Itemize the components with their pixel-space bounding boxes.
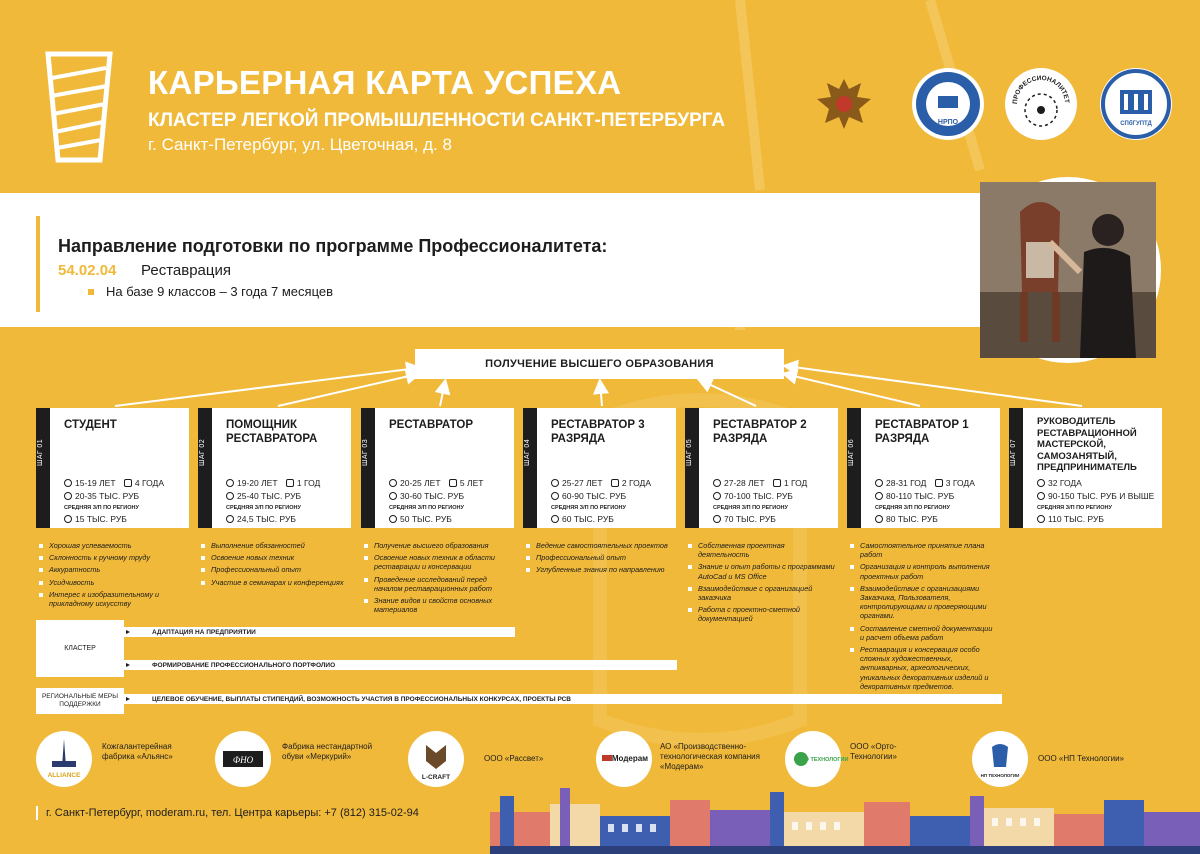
step-label: ШАГ 06 [848,438,855,466]
partner-name: АО «Производственно-технологическая компания «Модерам» [660,742,760,771]
footer-divider [36,806,38,820]
address: г. Санкт-Петербург, ул. Цветочная, д. 8 [148,135,452,154]
page-subtitle: КЛАСТЕР ЛЕГКОЙ ПРОМЫШЛЕННОСТИ САНКТ-ПЕТЕРБУРГА [148,110,726,131]
partner-name: ООО «Рассвет» [484,754,544,763]
money-icon [551,492,559,500]
partner-logo-orto [785,731,849,787]
partner-name: Кожгалантерейная фабрика «Альянс» [102,742,173,761]
regional-support-label: РЕГИОНАЛЬНЫЕ МЕРЫ ПОДДЕРЖКИ [36,688,124,714]
step-label: ШАГ 01 [37,438,44,466]
list-item: Освоение новых техник [198,553,348,562]
money-icon [226,515,234,523]
step-label: ШАГ 04 [524,438,531,466]
person-icon [551,479,559,487]
money-icon [1037,515,1045,523]
page-title: КАРЬЕРНАЯ КАРТА УСПЕХА [148,64,622,101]
list-item: Проведение исследований перед началом реставрационных работ [361,575,511,593]
step-card-3: ШАГ 03 РЕСТАВРАТОР 20-25 ЛЕТ 5 ЛЕТ 30-60 ТЫС. РУБ СРЕДНЯЯ З/П ПО РЕГИОНУ 50 ТЫС. РУБ [361,408,514,528]
region-label: СРЕДНЯЯ З/П ПО РЕГИОНУ [1037,505,1112,511]
list-item: Организация и контроль выполнения проектных работ [847,562,997,580]
program-duration: На базе 9 классов – 3 года 7 месяцев [106,284,333,299]
clock-icon [124,479,132,487]
adaptation-bar: АДАПТАЦИЯ НА ПРЕДПРИЯТИИ [124,627,515,637]
step-title: РЕСТАВРАТОР [389,419,474,431]
list-item: Получение высшего образования [361,541,511,550]
step-title: СТУДЕНТ [64,419,117,431]
money-icon [64,515,72,523]
list-item: Освоение новых техник в области реставрации и консервации [361,553,511,571]
clock-icon [773,479,781,487]
person-icon [226,479,234,487]
step-title: ПОМОЩНИК РЕСТАВРАТОРА [226,419,318,445]
list-item: Реставрация и консервация особо сложных художественных, антикварных, археологических, уникальных декоративных изделий и декоративных предметов. [847,645,997,691]
clock-icon [935,479,943,487]
svg-text:ОРТО ТЕХНОЛОГИИ: ОРТО ТЕХНОЛОГИИ [793,757,849,763]
svg-text:НП ТЕХНОЛОГИИ: НП ТЕХНОЛОГИИ [980,773,1020,778]
svg-text:НРПО: НРПО [937,119,959,126]
svg-text:ПРОФЕССИОНАЛИТЕТ: ПРОФЕССИОНАЛИТЕТ [1011,74,1071,105]
region-label: СРЕДНЯЯ З/П ПО РЕГИОНУ [64,505,139,511]
list-item: Знание и опыт работы с программами AutoCad и MS Office [685,562,835,580]
duties-list-3 [361,541,511,617]
money-icon [713,515,721,523]
list-item: Самостоятельное принятие плана работ [847,541,997,559]
step-card-6: ШАГ 06 РЕСТАВРАТОР 1 РАЗРЯДА 28-31 ГОД 3 ГОДА 80-110 ТЫС. РУБ СРЕДНЯЯ З/П ПО РЕГИОНУ 80 ТЫС. РУБ [847,408,1000,528]
money-icon [389,492,397,500]
svg-text:СПбГУПТД: СПбГУПТД [1120,121,1152,127]
step-title: РУКОВОДИТЕЛЬ РЕСТАВРАЦИОННОЙ МАСТЕРСКОЙ, САМОЗАНЯТЫЙ, ПРЕДПРИНИМАТЕЛЬ [1037,416,1137,473]
step-card-7: ШАГ 07 РУКОВОДИТЕЛЬ РЕСТАВРАЦИОННОЙ МАСТЕРСКОЙ, САМОЗАНЯТЫЙ, ПРЕДПРИНИМАТЕЛЬ 32 ГОДА 90-150 ТЫС. РУБ И ВЫШЕ СРЕДНЯЯ З/П ПО РЕГИОНУ 110 ТЫС. РУБ [1009,408,1162,528]
money-icon [875,492,883,500]
clock-icon [449,479,457,487]
cluster-label: КЛАСТЕР [36,620,124,677]
partner-logo-moderam [596,731,652,787]
duties-list-5 [685,541,835,627]
money-icon [875,515,883,523]
partner-logo-alliance [36,731,92,787]
list-item: Профессиональный опыт [523,553,673,562]
svg-text:ФНО: ФНО [232,755,254,765]
partner-name: Фабрика нестандартной обуви «Меркурий» [282,742,373,761]
partner-logo-np [972,731,1028,787]
person-icon [389,479,397,487]
list-item: Интерес к изобразительному и прикладному искусству [36,590,186,608]
money-icon [551,515,559,523]
partner-logo-lcraft [408,731,464,787]
list-item: Участие в семинарах и конференциях [198,578,348,587]
person-icon [875,479,883,487]
money-icon [713,492,721,500]
money-icon [389,515,397,523]
step-title: РЕСТАВРАТОР 2 РАЗРЯДА [713,419,807,445]
list-item: Ведение самостоятельных проектов [523,541,673,550]
list-item: Профессиональный опыт [198,565,348,574]
list-item: Составление сметной документации и расчет объема работ [847,624,997,642]
list-item: Аккуратность [36,565,186,574]
step-title: РЕСТАВРАТОР 3 РАЗРЯДА [551,419,645,445]
list-item: Работа с проектно-сметной документацией [685,605,835,623]
list-item: Хорошая успеваемость [36,541,186,550]
step-card-5: ШАГ 05 РЕСТАВРАТОР 2 РАЗРЯДА 27-28 ЛЕТ 1 ГОД 70-100 ТЫС. РУБ СРЕДНЯЯ З/П ПО РЕГИОНУ 70 ТЫС. РУБ [685,408,838,528]
list-item: Углубленные знания по направлению [523,565,673,574]
money-icon [226,492,234,500]
list-item: Взаимодействие с организациями Заказчика, Пользователя, контролирующими и проверяющими органами. [847,584,997,621]
duties-list-1 [36,541,186,611]
step-label: ШАГ 07 [1010,438,1017,466]
list-item: Знание видов и свойств основных материалов [361,596,511,614]
region-label: СРЕДНЯЯ З/П ПО РЕГИОНУ [713,505,788,511]
footer-contacts: г. Санкт-Петербург, moderam.ru, тел. Центра карьеры: +7 (812) 315-02-94 [46,807,419,819]
svg-text:ALLIANCE: ALLIANCE [47,772,81,779]
list-item: Склонность к ручному труду [36,553,186,562]
program-code: 54.02.04 [58,262,117,279]
step-label: ШАГ 03 [362,438,369,466]
program-name: Реставрация [141,262,231,279]
step-label: ШАГ 02 [199,438,206,466]
person-icon [1037,479,1045,487]
region-label: СРЕДНЯЯ З/П ПО РЕГИОНУ [389,505,464,511]
svg-text:L-CRAFT: L-CRAFT [421,774,451,781]
list-item: Усидчивость [36,578,186,587]
region-label: СРЕДНЯЯ З/П ПО РЕГИОНУ [875,505,950,511]
duties-list-2 [198,541,348,590]
partner-logo-mercury [215,731,271,787]
clock-icon [286,479,294,487]
duties-list-6 [847,541,997,694]
region-label: СРЕДНЯЯ З/П ПО РЕГИОНУ [551,505,626,511]
person-icon [713,479,721,487]
step-card-1: ШАГ 01 СТУДЕНТ 15-19 ЛЕТ 4 ГОДА 20-35 ТЫС. РУБ СРЕДНЯЯ З/П ПО РЕГИОНУ 15 ТЫС. РУБ [36,408,189,528]
partner-name: ООО «НП Технологии» [1038,754,1125,763]
step-title: РЕСТАВРАТОР 1 РАЗРЯДА [875,419,969,445]
svg-text:Модерам: Модерам [611,754,649,763]
step-label: ШАГ 05 [686,438,693,466]
clock-icon [611,479,619,487]
step-card-2: ШАГ 02 ПОМОЩНИК РЕСТАВРАТОРА 19-20 ЛЕТ 1 ГОД 25-40 ТЫС. РУБ СРЕДНЯЯ З/П ПО РЕГИОНУ 24,5 ТЫС. РУБ [198,408,351,528]
step-card-4: ШАГ 04 РЕСТАВРАТОР 3 РАЗРЯДА 25-27 ЛЕТ 2 ГОДА 60-90 ТЫС. РУБ СРЕДНЯЯ З/П ПО РЕГИОНУ 60 ТЫС. РУБ [523,408,676,528]
program-heading: Направление подготовки по программе Профессионалитета: [58,236,608,256]
list-item: Взаимодействие с организацией заказчика [685,584,835,602]
partner-name: ООО «Орто-Технологии» [850,742,897,761]
list-item: Выполнение обязанностей [198,541,348,550]
region-label: СРЕДНЯЯ З/П ПО РЕГИОНУ [226,505,301,511]
money-icon [64,492,72,500]
portfolio-bar: ФОРМИРОВАНИЕ ПРОФЕССИОНАЛЬНОГО ПОРТФОЛИО [124,660,677,670]
city-skyline-illustration [490,782,1200,854]
duties-list-4 [523,541,673,578]
higher-education-box: ПОЛУЧЕНИЕ ВЫСШЕГО ОБРАЗОВАНИЯ [415,349,784,379]
money-icon [1037,492,1045,500]
regional-support-bar: ЦЕЛЕВОЕ ОБУЧЕНИЕ, ВЫПЛАТЫ СТИПЕНДИЙ, ВОЗМОЖНОСТЬ УЧАСТИЯ В ПРОФЕССИОНАЛЬНЫХ КОНКУРСАХ, ПРОЕКТЫ РСВ [124,694,1002,704]
list-item: Собственная проектная деятельность [685,541,835,559]
person-icon [64,479,72,487]
